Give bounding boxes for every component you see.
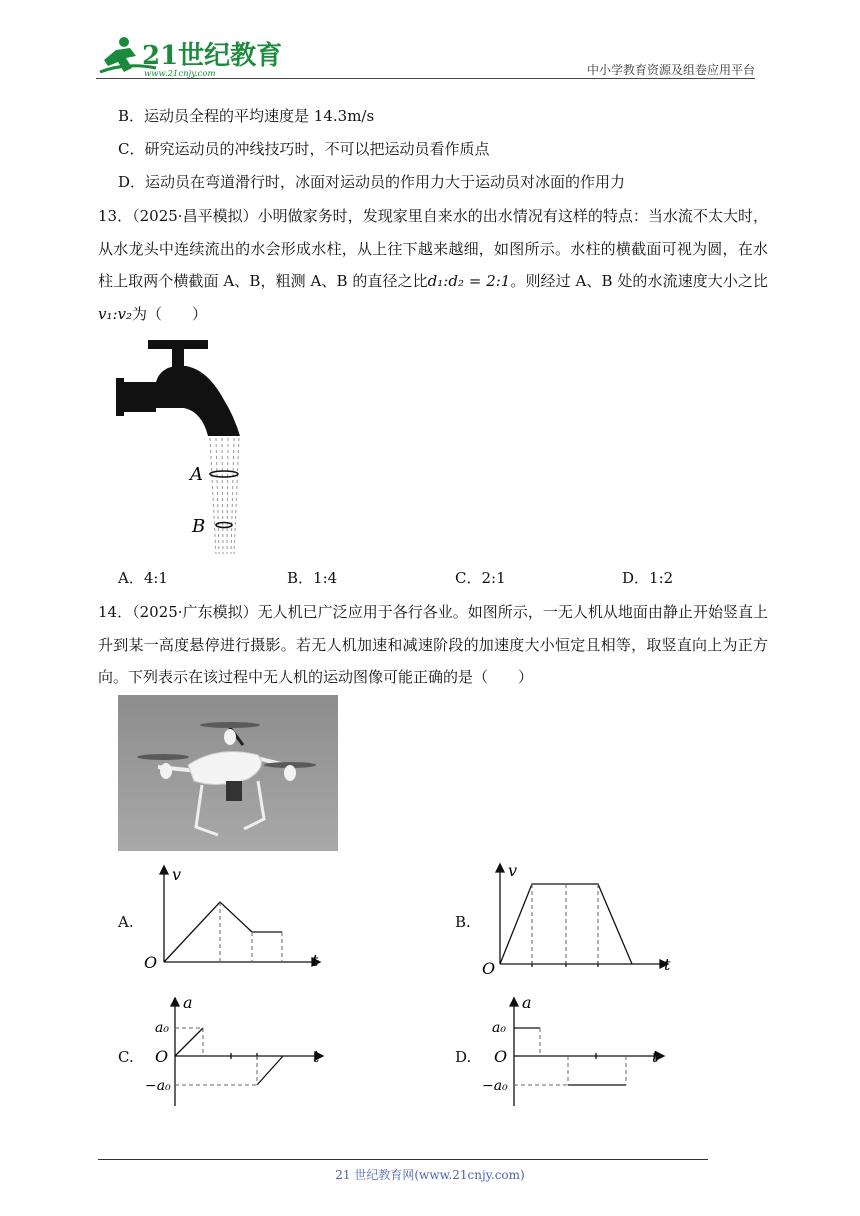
q13-diameter-ratio: d₁:d₂ = 2:1 [427, 272, 511, 290]
graph-b-label: B. [455, 913, 471, 931]
graph-c-origin: O [155, 1047, 169, 1066]
q13-option-a: A．4:1 [118, 569, 168, 587]
graph-a-origin: O [144, 953, 158, 972]
graph-c-t-label: t [313, 1047, 320, 1066]
graph-c [145, 994, 335, 1110]
graph-a-v-label: v [172, 865, 182, 884]
q14-stem: 14．（2025·广东模拟）无人机已广泛应用于各行各业。如图所示，一无人机从地面由静止开始竖直上升到某一高度悬停进行摄影。若无人机加速和减速阶段的加速度大小恒定且相等，取竖直向上为正方向。下列表示在该过程中无人机的运动图像可能正确的是（ ） [98, 603, 768, 686]
graph-b-origin: O [482, 959, 496, 978]
graph-a-t-label: t [312, 951, 319, 970]
label-b: B [192, 516, 206, 537]
faucet-figure [116, 340, 246, 556]
q13-option-c: C．2:1 [455, 569, 506, 587]
q13-text-part1: 13．（2025·昌平模拟）小明做家务时，发现家里自来水的出水情况有这样的特点：当水流不太大时，从水龙头中连续流出的水会形成水柱，从上往下越来越细，如图所示。水柱的横截面可视为圆，在水柱上取两个横截面 A、B，粗测 A、B 的直径之比 [98, 207, 768, 290]
water-stream [210, 438, 239, 554]
graph-d-neg-a0: −a₀ [482, 1078, 508, 1094]
q13-stem [98, 200, 768, 330]
section-b-ring [216, 523, 232, 528]
site-logo [96, 32, 283, 80]
prev-option-b: B．运动员全程的平均速度是 14.3m/s [118, 107, 375, 125]
graph-c-a-label: a [183, 993, 193, 1012]
graph-a [140, 862, 330, 974]
drone-photo [118, 695, 338, 851]
footer-text[interactable]: 21 世纪教育网(www.21cnjy.com) [335, 1168, 525, 1182]
header-tagline: 中小学教育资源及组卷应用平台 [586, 63, 755, 77]
footer-divider [98, 1159, 708, 1160]
graph-d-t-label: t [652, 1047, 659, 1066]
graph-b [480, 858, 680, 976]
graph-d [482, 994, 672, 1110]
faucet-icon [116, 340, 240, 436]
q13-velocity-ratio: v₁:v₂ [98, 304, 133, 323]
logo-text: 21世纪教育 [142, 41, 283, 71]
graph-d-label: D. [455, 1048, 472, 1066]
graph-c-a0: a₀ [155, 1020, 169, 1036]
graph-d-origin: O [494, 1047, 508, 1066]
graph-a-label: A. [118, 913, 134, 931]
header-divider [96, 78, 755, 79]
logo-url: www.21cnjy.com [144, 69, 216, 79]
graph-d-a0: a₀ [492, 1020, 506, 1036]
section-a-ring [210, 471, 238, 477]
q13-option-b: B．1:4 [287, 569, 338, 587]
prev-option-c: C．研究运动员的冲线技巧时，不可以把运动员看作质点 [118, 140, 490, 158]
graph-b-v-label: v [508, 861, 518, 880]
graph-d-a-label: a [522, 993, 532, 1012]
graph-c-label: C. [118, 1048, 134, 1066]
q13-text-part2: 。则经过 A、B 处的水流速度大小之比 [510, 272, 768, 290]
graph-c-neg-a0: −a₀ [145, 1078, 171, 1094]
q13-text-part3: 为（ ） [132, 304, 208, 323]
q13-option-d: D．1:2 [622, 569, 674, 587]
prev-option-d: D．运动员在弯道滑行时，冰面对运动员的作用力大于运动员对冰面的作用力 [118, 173, 626, 191]
graph-b-t-label: t [664, 955, 671, 974]
label-a: A [190, 464, 203, 485]
